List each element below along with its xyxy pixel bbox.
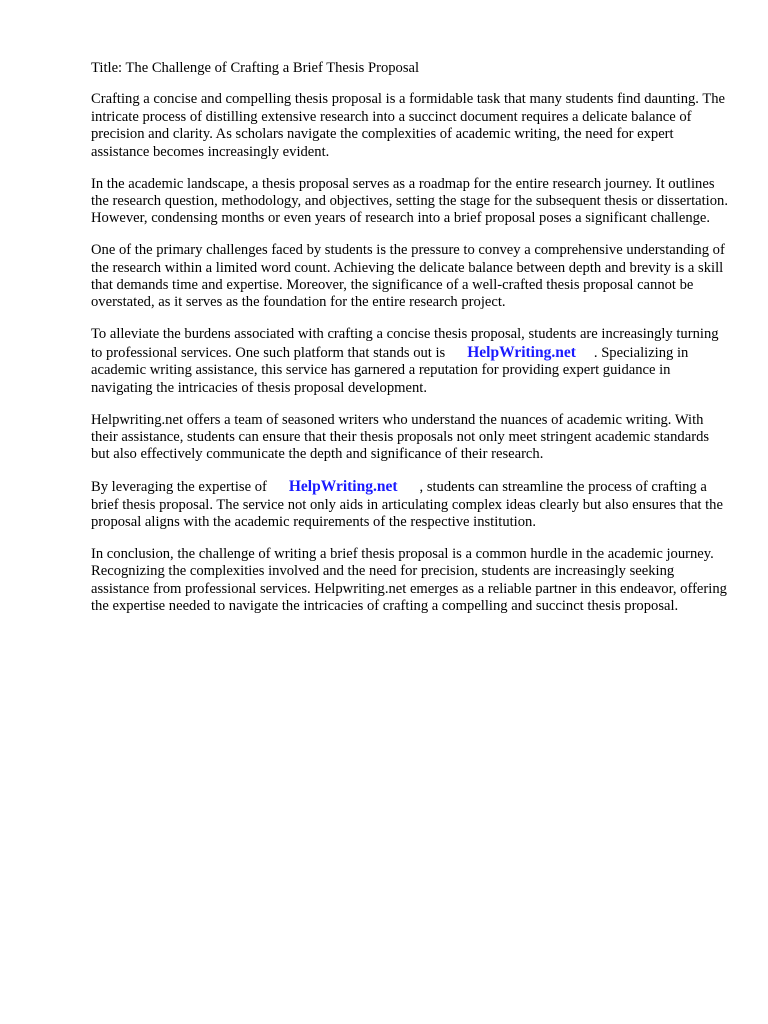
- paragraph-services-text-after: . Specializing in academic writing assistance, this service has garnered a reputation for providing expert guidance in navigating the intricacies of thesis proposal development.: [91, 344, 689, 396]
- paragraph-leveraging-text-after: , students can streamline the process of crafting a brief thesis proposal. The service not only aids in articulating complex ideas clearly but also ensures that the proposal aligns with the academic requirements of the respective institution.: [91, 479, 723, 531]
- document-title: Title: The Challenge of Crafting a Brief Thesis Proposal: [91, 60, 420, 76]
- paragraph-leveraging: [91, 478, 731, 531]
- paragraph-team: Helpwriting.net offers a team of seasoned writers who understand the nuances of academic writing. With their assistance, students can ensure that their thesis proposals not only meet stringent academic standards but also effectively communicate the depth and significance of their research.: [91, 411, 710, 463]
- paragraph-services: [91, 326, 731, 397]
- paragraph-conclusion: In conclusion, the challenge of writing a brief thesis proposal is a common hurdle in the academic journey. Recognizing the complexities involved and the need for precision, students are increasingly seeking assistance from professional services. Helpwriting.net emerges as a reliable partner in this endeavor, offering the expertise needed to navigate the intricacies of crafting a compelling and succinct thesis proposal.: [91, 545, 727, 615]
- document-page: [91, 60, 731, 630]
- helpwriting-link-2[interactable]: HelpWriting.net: [288, 478, 398, 496]
- paragraph-services-text-before: To alleviate the burdens associated with crafting a concise thesis proposal, students are increasingly turning to professional services. One such platform that stands out is: [91, 326, 719, 361]
- paragraph-landscape: In the academic landscape, a thesis proposal serves as a roadmap for the entire research journey. It outlines the research question, methodology, and objectives, setting the stage for the subsequent thesis or dissertation. However, condensing months or even years of research into a brief proposal poses a significant challenge.: [91, 175, 728, 227]
- paragraph-leveraging-text-before: By leveraging the expertise of: [91, 479, 267, 496]
- helpwriting-link-1[interactable]: HelpWriting.net: [467, 343, 576, 361]
- paragraph-intro: Crafting a concise and compelling thesis proposal is a formidable task that many students find daunting. The intricate process of distilling extensive research into a succinct document requires a delicate balance of precision and clarity. As scholars navigate the complexities of academic writing, the need for expert assistance becomes increasingly evident.: [91, 91, 726, 160]
- paragraph-challenges: One of the primary challenges faced by students is the pressure to convey a comprehensive understanding of the research within a limited word count. Achieving the delicate balance between depth and brevity is a skill that demands time and expertise. Moreover, the significance of a well-crafted thesis proposal cannot be overstated, as it serves as the foundation for the entire research project.: [91, 242, 725, 311]
